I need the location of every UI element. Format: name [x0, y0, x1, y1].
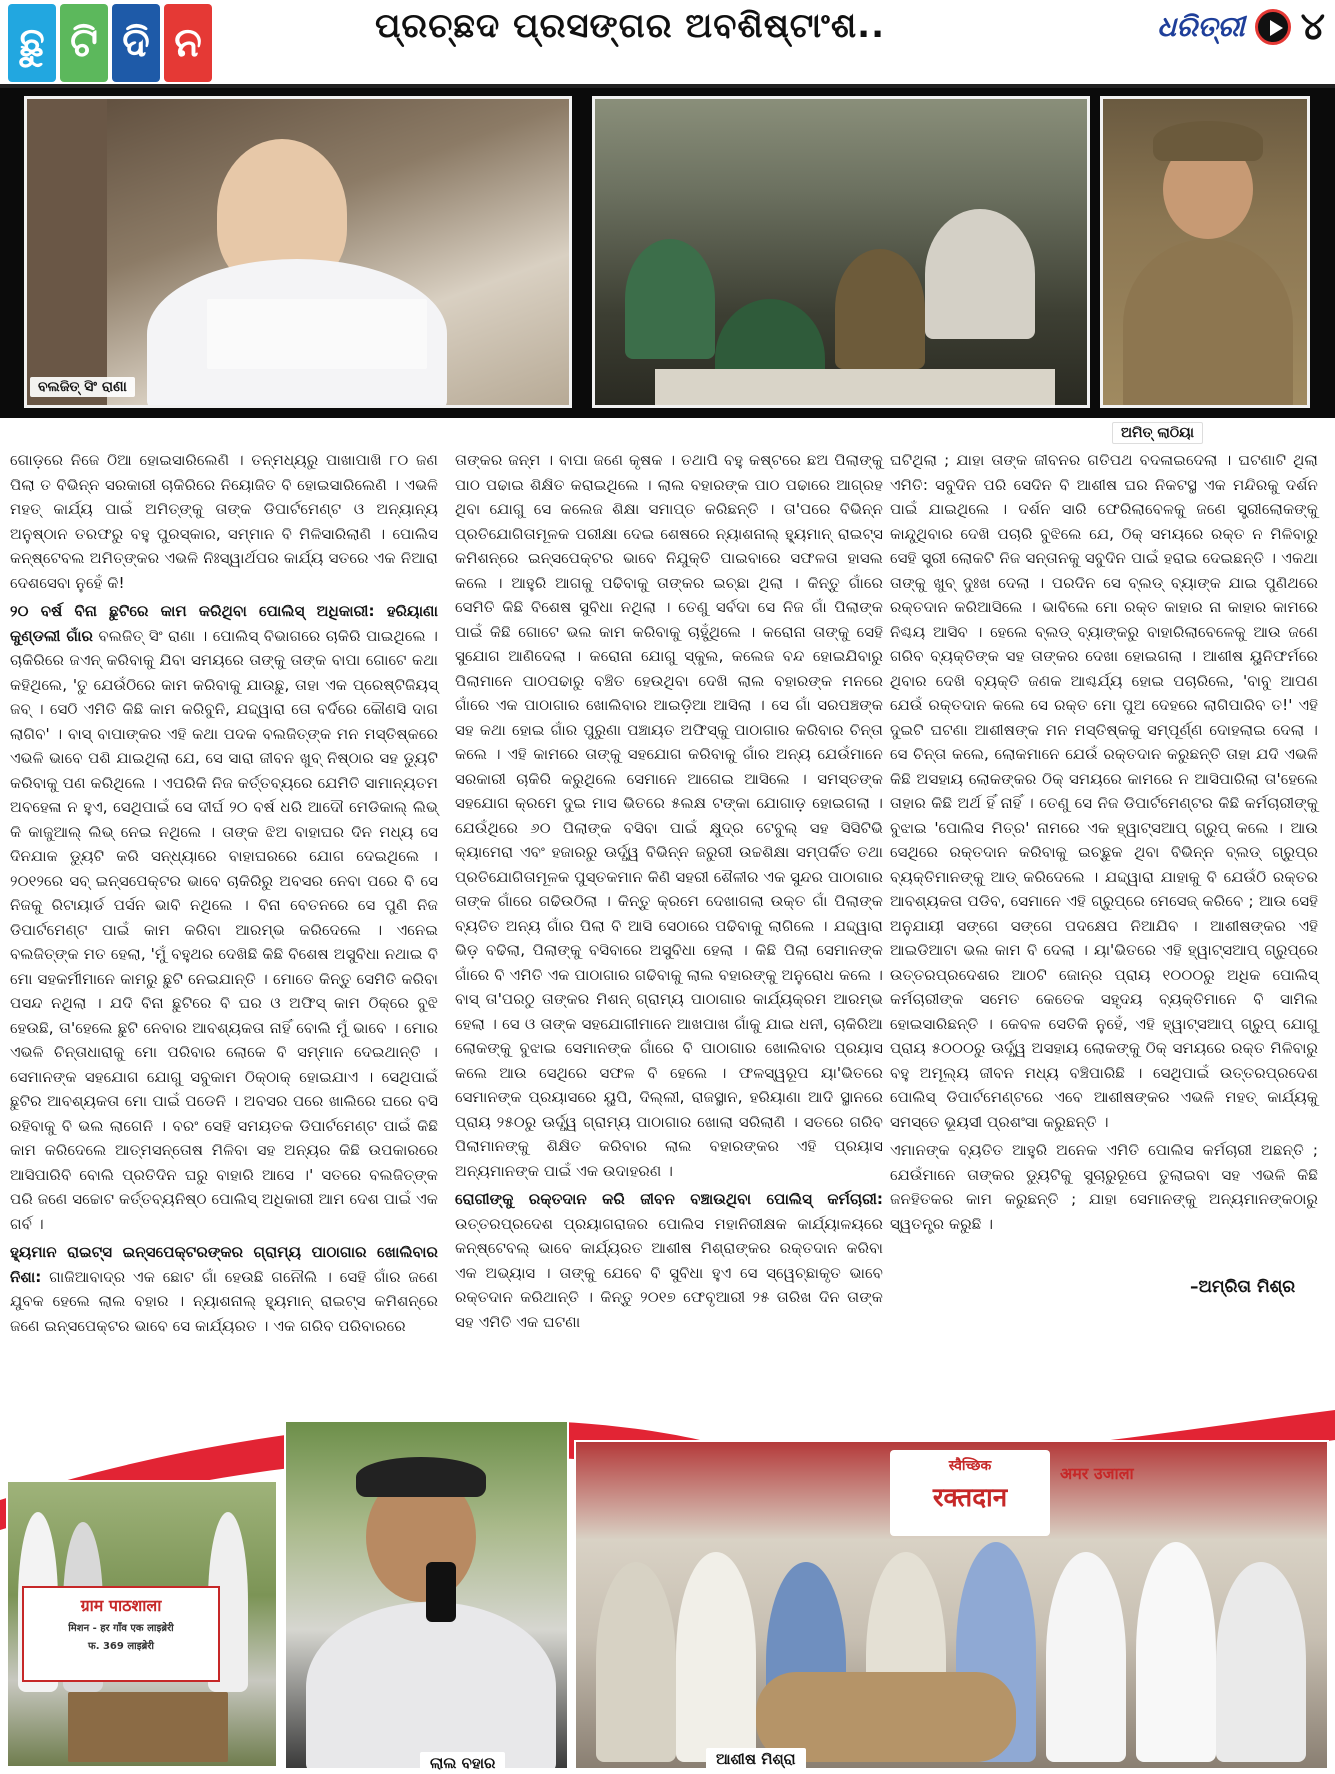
brand-tile-3: ଦି: [112, 4, 160, 82]
subhead-balajit: ୨୦ ବର୍ଷ ବିନା ଛୁଟିରେ କାମ କରିଥିବା ପୋଲିସ୍ ଅଧିକାରୀ: ହରିୟାଣା କୁଣ୍ଡଲୀ ଗାଁର: [10, 602, 438, 645]
photo-caption-lal-bahar: ଲାଲ ବହାର: [420, 1752, 505, 1774]
page-headline: ପ୍ରଚ୍ଛଦ ପ୍ରସଙ୍ଗର ଅବଶିଷ୍ଟାଂଶ..: [375, 6, 885, 46]
paragraph: ତାଙ୍କର ଜନ୍ମ । ବାପା ଜଣେ କୃଷକ । ତଥାପି ବହୁ କଷ୍ଟରେ ଛଅ ପିଲାଙ୍କୁ ପାଠ ପଢାଇ ଶିକ୍ଷିତ କରାଇଥିଲେ । ଲାଲ ବହାରଙ୍କ ପାଠ ପଢାରେ ଆଗ୍ରହ ଥିବା ଯୋଗୁ ସେ କଲେଜ ଶିକ୍ଷା ସମାପ୍ତ କରିଛନ୍ତି । ତା'ପରେ ବିଭିନ୍ନ ପ୍ରତିଯୋଗିତାମୂଳକ ପରୀକ୍ଷା ଦେଇ ଶେଷରେ ନ୍ୟାଶନାଲ୍ ହ୍ୟୁମାନ୍ ରାଇଟ୍ସ କମିଶନ୍‌ରେ ଇନ୍ସପେକ୍ଟର ଭାବେ ନିଯୁକ୍ତି ପାଇବାରେ ସଫଳତା ହାସଲ କଲେ । ଆହୁରି ଆଗକୁ ପଢିବାକୁ ତାଙ୍କର ଇଚ୍ଛା ଥିଲା । କିନ୍ତୁ ଗାଁରେ ସେମିତି କିଛି ବିଶେଷ ସୁବିଧା ନଥିଲା । ତେଣୁ ସର୍ବଦା ସେ ନିଜ ଗାଁ ପିଲାଙ୍କ ପାଇଁ କିଛି ଗୋଟେ ଭଲ କାମ କରିବାକୁ ଚାହୁଁଥିଲେ । କରୋନା ତାଙ୍କୁ ସେହି ସୁଯୋଗ ଆଣିଦେଲା । କରୋନା ଯୋଗୁ ସ୍କୁଲ, କଲେଜ ବନ୍ଦ ହୋଇଯିବାରୁ ପିଲାମାନେ ପାଠପଢାରୁ ବଞ୍ଚିତ ହେଉଥିବା ଦେଖି ଲାଲ ବହାରଙ୍କ ମନରେ ଗାଁରେ ଏକ ପାଠାଗାର ଖୋଲିବାର ଆଇଡ଼ିଆ ଆସିଲା । ସେ ଗାଁ ସରପଞ୍ଚଙ୍କ ସହ କଥା ହୋଇ ଗାଁର ପୁରୁଣା ପଞ୍ଚାୟତ ଅଫିସ୍‌କୁ ପାଠାଗାର କରିବାର ଚିନ୍ତା କଲେ । ଏହି କାମରେ ତାଙ୍କୁ ସହଯୋଗ କରିବାକୁ ଗାଁର ଅନ୍ୟ ଯେଉଁମାନେ ସରକାରୀ ଚାକିରି କରୁଥିଲେ ସେମାନେ ଆଗେଇ ଆସିଲେ । ସମସ୍ତଙ୍କ ସହଯୋଗ କ୍ରମେ ଦୁଇ ମାସ ଭିତରେ ୫ଲକ୍ଷ ଟଙ୍କା ଯୋଗାଡ଼ ହୋଇଗଲା । ଯେଉଁଥିରେ ୬୦ ପିଲାଙ୍କ ବସିବା ପାଇଁ କ୍ଷୁଦ୍ର ଟେବୁଲ୍ ସହ ସିସିଟିଭି କ୍ୟାମେରା ଏବଂ ହଜାରରୁ ଊର୍ଦ୍ଧ୍ୱ ବିଭିନ୍ନ ଜରୁରୀ ଉଚ୍ଚଶିକ୍ଷା ସମ୍ପର୍କିତ ତଥା ପ୍ରତିଯୋଗିତାମୂଳକ ପୁସ୍ତକମାନ କିଣି ସହରୀ ଶୈଳୀର ଏକ ସୁନ୍ଦର ପାଠାଗାର ତାଙ୍କ ଗାଁରେ ଗଢିଉଠିଲା । କିନ୍ତୁ କ୍ରମେ ଦେଖାଗଲା ଉକ୍ତ ଗାଁ ପିଲାଙ୍କ ବ୍ୟତିତ ଅନ୍ୟ ଗାଁର ପିଲା ବି ଆସି ସେଠାରେ ପଢିବାକୁ ଲାଗିଲେ । ଯଦ୍ଦ୍ୱାରା ଭିଡ଼ ବଢିଲା, ପିଲାଙ୍କୁ ବସିବାରେ ଅସୁବିଧା ହେଲା । କିଛି ପିଲା ସେମାନଙ୍କ ଗାଁରେ ବି ଏମିତି ଏକ ପାଠାଗାର ଗଢିବାକୁ ଲାଲ ବହାରଙ୍କୁ ଅନୁରୋଧ କଲେ । ବାସ୍ ତା'ପରଠୁ ତାଙ୍କର ମିଶନ୍ ଗ୍ରାମ୍ୟ ପାଠାଗାର କାର୍ଯ୍ୟକ୍ରମ ଆରମ୍ଭ ହେଲା । ସେ ଓ ତାଙ୍କ ସହଯୋଗୀମାନେ ଆଖପାଖ ଗାଁକୁ ଯାଇ ଧନୀ, ଚାକିରିଆ ଲୋକଙ୍କୁ ବୁଝାଇ ସେମାନଙ୍କ ଗାଁରେ ବି ପାଠାଗାର ଖୋଲିବାର ପ୍ରୟାସ କଲେ ଆଉ ସେଥିରେ ସଫଳ ବି ହେଲେ । ଫଳସ୍ୱରୂପ ୟା'ଭିତରେ ସେମାନଙ୍କ ପ୍ରୟାସରେ ୟୁପି, ଦିଲ୍ଲୀ, ରାଜସ୍ଥାନ, ହରିୟାଣା ଆଦି ସ୍ଥାନରେ ପ୍ରାୟ ୨୫୦ରୁ ଊର୍ଦ୍ଧ୍ୱ ଗ୍ରାମ୍ୟ ପାଠାଗାର ଖୋଲା ସରିଲାଣି । ସତରେ ଗରିବ ପିଲାମାନଙ୍କୁ ଶିକ୍ଷିତ କରିବାର ଲାଲ ବହାରଙ୍କର ଏହି ପ୍ରୟାସ ଅନ୍ୟମାନଙ୍କ ପାଇଁ ଏକ ଉଦାହରଣ ।: [455, 451, 883, 1180]
library-banner: [22, 1586, 220, 1682]
author-byline: –ଅମ୍ରିତା ମିଶ୍ର: [1190, 1277, 1296, 1297]
paragraph: ୨୦ ବର୍ଷ ବିନା ଛୁଟିରେ କାମ କରିଥିବା ପୋଲିସ୍ ଅଧିକାରୀ: ହରିୟାଣା କୁଣ୍ଡଲୀ ଗାଁର ବଲଜିତ୍ ସିଂ ରାଣା । ପୋଲିସ୍ ବିଭାଗରେ ଚାକିରି ପାଇଥିଲେ । ଚାକିରିରେ ଜଏନ୍ କରିବାକୁ ଯିବା ସମୟରେ ତାଙ୍କୁ ତାଙ୍କ ବାପା ଗୋଟେ କଥା କହିଥିଲେ, 'ତୁ ଯେଉଁଠିରେ କାମ କରିବାକୁ ଯାଉଛୁ, ତାହା ଏକ ପ୍ରେଷ୍ଟିଜିୟସ୍ ଜବ୍ । ସେଠି ଏମିତି କିଛି କାମ କରିବୁନି, ଯଦ୍ଦ୍ୱାରା ତୋ ବର୍ଦିରେ କୌଣସି ଦାଗ ଲାଗିବ' । ବାସ୍ ବାପାଙ୍କର ଏହି କଥା ପଦକ ବଲଜିତ୍ଙ୍କ ମନ ମସ୍ତିଷ୍କରେ ଏଭଳି ଭାବେ ପଶି ଯାଇଥିଲା ଯେ, ସେ ସାରା ଜୀବନ ଖୁବ୍ ନିଷ୍ଠାର ସହ ଡ୍ୟୁଟି କରିବାକୁ ପଣ କରିଥିଲେ । ଏପରିକି ନିଜ କର୍ତ୍ତବ୍ୟରେ ଯେମିତି ସାମାନ୍ୟତମ ଅବହେଳା ନ ହୁଏ, ସେଥିପାଇଁ ସେ ଦୀର୍ଘ ୨୦ ବର୍ଷ ଧରି ଆଦୌ ମେଡିକାଲ୍ ଲିଭ୍ କି କାଜୁଆଲ୍ ଲିଭ୍ ନେଇ ନଥିଲେ । ତାଙ୍କ ଝିଅ ବାହାଘର ଦିନ ମଧ୍ୟ ସେ ଦିନଯାକ ଡ୍ୟୁଟି କରି ସନ୍ଧ୍ୟାରେ ବାହାଘରରେ ଯୋଗ ଦେଇଥିଲେ । ୨୦୧୨ରେ ସବ୍ ଇନ୍ସପେକ୍ଟର ଭାବେ ଚାକିରିରୁ ଅବସର ନେବା ପରେ ବି ସେ ନିଜକୁ ରିଟାୟାର୍ଡ ପର୍ସନ ଭାବି ନଥିଲେ । ବିନା ବେତନରେ ସେ ପୁଣି ନିଜ ଡିପାର୍ଟମେଣ୍ଟ ପାଇଁ କାମ କରିବା ଆରମ୍ଭ କରିଦେଲେ । ଏନେଇ ବଲଜିତ୍ଙ୍କ ମତ ହେଲା, 'ମୁଁ ବହୁଥର ଦେଖିଛି କିଛି ବିଶେଷ ଅସୁବିଧା ନଥାଇ ବି ମୋ ସହକର୍ମୀମାନେ କାମରୁ ଛୁଟି ନେଇଯାନ୍ତି । ମୋତେ କିନ୍ତୁ ସେମିତି କରିବା ପସନ୍ଦ ନଥିଲା । ଯଦି ବିନା ଛୁଟିରେ ବି ଘର ଓ ଅଫିସ୍ କାମ ଠିକ୍‌ରେ ବୁଝି ହେଉଛି, ତା'ହେଲେ ଛୁଟି ନେବାର ଆବଶ୍ୟକତା ନାହିଁ ବୋଲି ମୁଁ ଭାବେ । ମୋର ଏଭଳି ଚିନ୍ତାଧାରାକୁ ମୋ ପରିବାର ଲୋକେ ବି ସମ୍ମାନ ଦେଇଥାନ୍ତି । ସେମାନଙ୍କ ସହଯୋଗ ଯୋଗୁ ସବୁକାମ ଠିକ୍‌ଠାକ୍ ହୋଇଯାଏ । ସେଥିପାଇଁ ଛୁଟିର ଆବଶ୍ୟକତା ମୋ ପାଇଁ ପଡେନି । ଅବସର ପରେ ଖାଲିରେ ଘରେ ବସି ରହିବାକୁ ବି ଭଲ ଲାଗେନି । ବରଂ ସେହି ସମୟତକ ଡିପାର୍ଟମେଣ୍ଟ ପାଇଁ କିଛି କାମ କରିଦେଲେ ଆତ୍ମସନ୍ତୋଷ ମିଳିବା ସହ ଅନ୍ୟର କିଛି ଉପକାରରେ ଆସିପାରିବି ବୋଲି ପ୍ରତିଦିନ ଘରୁ ବାହାରି ଆସେ ।' ସତରେ ବଲଜିତ୍ଙ୍କ ପରି ଜଣେ ସଚ୍ଚୋଟ କର୍ତ୍ତବ୍ୟନିଷ୍ଠ ପୋଲିସ୍ ଅଧିକାରୀ ଆମ ଦେଶ ପାଇଁ ଏକ ଗର୍ବ ।: [10, 602, 438, 1233]
banner-title: ग्राम पाठशाला: [80, 1596, 162, 1615]
subhead-library: ହ୍ୟୁମାନ ରାଇଟ୍ସ ଇନ୍ସପେକ୍ଟରଙ୍କର ଗ୍ରାମ୍ୟ ପାଠାଗାର ଖୋଲିବାର ନିଶା:: [10, 1243, 438, 1286]
paragraph: ଏମାନଙ୍କ ବ୍ୟତିତ ଆହୁରି ଅନେକ ଏମିତି ପୋଲିସ କର୍ମଚାରୀ ଅଛନ୍ତି ; ଯେଉଁମାନେ ତାଙ୍କର ଡ୍ୟୁଟିକୁ ସୁଚାରୁରୂପେ ତୁଲାଇବା ସହ ଏଭଳି କିଛି ଜନହିତକର କାମ କରୁଛନ୍ତି ; ଯାହା ସେମାନଙ୍କୁ ଅନ୍ୟମାନଙ୍କଠାରୁ ସ୍ୱତନ୍ତ୍ର କରୁଛି ।: [890, 1141, 1318, 1233]
blood-donation-sign: [890, 1450, 1050, 1536]
camp-sponsor: अमर उजाला: [1060, 1464, 1134, 1483]
brand-tile-1: ଛୁ: [8, 4, 56, 82]
camp-sign-top: स्वैच्छिक: [948, 1458, 992, 1474]
brand-tile-2: ଟି: [60, 4, 108, 82]
paragraph: ହ୍ୟୁମାନ ରାଇଟ୍ସ ଇନ୍ସପେକ୍ଟରଙ୍କର ଗ୍ରାମ୍ୟ ପାଠାଗାର ଖୋଲିବାର ନିଶା: ଗାଜିଆବାଦ୍‌ର ଏକ ଛୋଟ ଗାଁ ହେଉଛି ଗନୌଲି । ସେହି ଗାଁର ଜଣେ ଯୁବକ ହେଲେ ଲାଲ ବହାର । ନ୍ୟାଶନାଲ୍ ହ୍ୟୁମାନ୍ ରାଇଟ୍ସ କମିଶନ୍‌ରେ ଜଣେ ଇନ୍ସପେକ୍ଟର ଭାବେ ସେ କାର୍ଯ୍ୟରତ । ଏକ ଗରିବ ପରିବାରରେ: [10, 1243, 439, 1335]
subhead-blood-donation: ରୋଗୀଙ୍କୁ ରକ୍ତଦାନ କରି ଜୀବନ ବଞ୍ଚାଉଥିବା ପୋଲିସ୍ କର୍ମଚାରୀ:: [455, 1190, 883, 1208]
camp-sign-main: रक्तदान: [932, 1483, 1008, 1513]
play-icon: [1255, 9, 1291, 45]
photo-exam-hall: [592, 96, 1090, 408]
paragraph: ଗୋଡ଼ରେ ନିଜେ ଠିଆ ହୋଇସାରିଲେଣି । ତନ୍ମଧ୍ୟରୁ ପାଖାପାଖି ୮୦ ଜଣ ପିଲା ତ ବିଭିନ୍ନ ସରକାରୀ ଚାକିରିରେ ନିୟୋଜିତ ବି ହୋଇସାରିଲେଣି । ଏଭଳି ମହତ୍ କାର୍ଯ୍ୟ ପାଇଁ ଅମିତ୍ଙ୍କୁ ତାଙ୍କ ଡିପାର୍ଟମେଣ୍ଟ ଓ ଅନ୍ୟାନ୍ୟ ଅନୁଷ୍ଠାନ ତରଫରୁ ବହୁ ପୁରସ୍କାର, ସମ୍ମାନ ବି ମିଳିସାରିଲାଣି । ପୋଲିସ କନ୍ଷ୍ଟେବଲ ଅମିତ୍ଙ୍କର ଏଭଳି ନିଃସ୍ୱାର୍ଥପର କାର୍ଯ୍ୟ ସତରେ ଏକ ନିଆରା ଦେଶସେବା ନୁହେଁ କି!: [10, 451, 438, 592]
photo-constable: [1100, 96, 1310, 408]
brand-tile-4: ନ: [164, 4, 212, 82]
banner-subtitle: मिशन - हर गाँव एक लाइब्रेरी: [68, 1623, 174, 1634]
paragraph: ରୋଗୀଙ୍କୁ ରକ୍ତଦାନ କରି ଜୀବନ ବଞ୍ଚାଉଥିବା ପୋଲିସ୍ କର୍ମଚାରୀ: ଉତ୍ତରପ୍ରଦେଶ ପ୍ରୟାଗରାଜର ପୋଲିସ ମହାନିରୀକ୍ଷକ କାର୍ଯ୍ୟାଳୟରେ କନ୍ଷ୍ଟେବଲ୍ ଭାବେ କାର୍ଯ୍ୟରତ ଆଶୀଷ ମିଶ୍ରାଙ୍କର ରକ୍ତଦାନ କରିବା ଏକ ଅଭ୍ୟାସ । ତାଙ୍କୁ ଯେବେ ବି ସୁବିଧା ହୁଏ ସେ ସ୍ୱେଚ୍ଛାକୃତ ଭାବେ ରକ୍ତଦାନ କରିଥାନ୍ତି । କିନ୍ତୁ ୨୦୧୭ ଫେବୃଆରୀ ୨୫ ତାରିଖ ଦିନ ତାଙ୍କ ସହ ଏମିତି ଏକ ଘଟଣା: [455, 1190, 883, 1331]
photo-officer-desk: [24, 96, 572, 408]
article-column-1: [10, 448, 438, 1338]
masthead-logo: [1157, 4, 1325, 49]
article-column-2: [455, 448, 883, 1334]
publication-name: ଧରିତ୍ରୀ: [1157, 9, 1245, 43]
photo-caption-ashish: ଆଶୀଷ ମିଶ୍ରା: [706, 1748, 806, 1770]
page-header: [0, 0, 1335, 84]
photo-caption-right: ଅମିତ୍ ଲାଠିୟା: [1112, 422, 1203, 444]
photo-lal-bahar: [284, 1420, 569, 1770]
photo-caption-left: ବଲଜିତ୍ ସିଂ ରାଣା: [30, 377, 135, 397]
page-number: ୪: [1300, 4, 1325, 48]
paragraph: ଘଟିଥିଲା ; ଯାହା ତାଙ୍କ ଜୀବନର ଗତିପଥ ବଦଳାଇଦେଲା । ଘଟଣାଟି ଥିଲା ଏମିତି: ସବୁଦିନ ପରି ସେଦିନ ବି ଆଶୀଷ ଘର ନିକଟସ୍ଥ ଏକ ମନ୍ଦିରକୁ ଦର୍ଶନ ପାଇଁ ଯାଇଥିଲେ । ଦର୍ଶନ ସାରି ଫେରିଲାବେଳକୁ ଜଣେ ସ୍ତ୍ରୀଲୋକଙ୍କୁ କାନ୍ଦୁଥିବାର ଦେଖି ପଚାରି ବୁଝିଲେ ଯେ, ଠିକ୍ ସମୟରେ ରକ୍ତ ନ ମିଳିବାରୁ ସେହି ସ୍ତ୍ରୀ ଲୋକଟି ନିଜ ସନ୍ତାନକୁ ସବୁଦିନ ପାଇଁ ହରାଇ ଦେଇଛନ୍ତି । ଏକଥା ତାଙ୍କୁ ଖୁବ୍ ଦୁଃଖ ଦେଲା । ପରଦିନ ସେ ବ୍ଲଡ୍ ବ୍ୟାଙ୍କ ଯାଇ ପୁଣିଥରେ ରକ୍ତଦାନ କରିଆସିଲେ । ଭାବିଲେ ମୋ ରକ୍ତ କାହାର ନା କାହାର କାମରେ ନିଶ୍ଚୟ ଆସିବ । ହେଲେ ବ୍ଲଡ୍ ବ୍ୟାଙ୍କରୁ ବାହାରିଲାବେଳେକୁ ଆଉ ଜଣେ ଗରିବ ବ୍ୟକ୍ତିଙ୍କ ସହ ତାଙ୍କର ଦେଖା ହୋଇଗଲା । ଆଶୀଷ ୟୁନିଫର୍ମରେ ଥିବାର ଦେଖି ବ୍ୟକ୍ତି ଜଣକ ଆଶ୍ଚର୍ଯ୍ୟ ହୋଇ ପଚାରିଲେ, 'ବାବୁ ଆପଣ ଯେଉଁ ରକ୍ତଦାନ କଲେ ସେ ରକ୍ତ ମୋ ପୁଅ ଦେହରେ ଲାଗିପାରିବ ତ!' ଏହି ଦୁଇଟି ଘଟଣା ଆଶୀଷଙ୍କ ମନ ମସ୍ତିଷ୍କକୁ ସମ୍ପୂର୍ଣ୍ଣ ଦୋହଲାଇ ଦେଲା । ସେ ଚିନ୍ତା କଲେ, ଲୋକମାନେ ଯେଉଁ ରକ୍ତଦାନ କରୁଛନ୍ତି ତାହା ଯଦି ଏଭଳି କିଛି ଅସହାୟ ଲୋକଙ୍କର ଠିକ୍ ସମୟରେ କାମରେ ନ ଆସିପାରିଲା ତା'ହେଲେ ତାହାର କିଛି ଅର୍ଥ ହିଁ ନାହିଁ । ତେଣୁ ସେ ନିଜ ଡିପାର୍ଟମେଣ୍ଟର କିଛି କର୍ମଚାରୀଙ୍କୁ ବୁଝାଇ 'ପୋଲିସ ମିତ୍ର' ନାମରେ ଏକ ହ୍ୱାଟ୍ସଆପ୍ ଗ୍ରୁପ୍ କଲେ । ଆଉ ସେଥିରେ ରକ୍ତଦାନ କରିବାକୁ ଇଚ୍ଛୁକ ଥିବା ବିଭିନ୍ନ ବ୍ଲଡ୍ ଗ୍ରୁପ୍‌ର ବ୍ୟକ୍ତିମାନଙ୍କୁ ଆଡ୍ କରିଦେଲେ । ଯଦ୍ଦ୍ୱାରା ଯାହାକୁ ବି ଯେଉଁଠି ରକ୍ତର ଆବଶ୍ୟକତା ପଡିବ, ସେମାନେ ଏହି ଗ୍ରୁପ୍‌ରେ ମେସେଜ୍ କରିବେ ; ଆଉ ସେହି ଅନୁଯାୟୀ ସଙ୍ଗେ ସଙ୍ଗେ ପଦକ୍ଷେପ ନିଆଯିବ । ଆଶୀଷଙ୍କର ଏହି ଆଇଡିଆଟା ଭଲ କାମ ବି ଦେଲା । ୟା'ଭିତରେ ଏହି ହ୍ୱାଟ୍ସଆପ୍ ଗ୍ରୁପ୍‌ରେ ଉତ୍ତରପ୍ରଦେଶର ଆଠଟି ଜୋନ୍‌ର ପ୍ରାୟ ୧୦୦୦ରୁ ଅଧିକ ପୋଲିସ୍ କର୍ମଚାରୀଙ୍କ ସମେତ କେତେକ ସହୃଦୟ ବ୍ୟକ୍ତିମାନେ ବି ସାମିଲ ହୋଇସାରିଛନ୍ତି । କେବଳ ସେତିକି ନୁହେଁ, ଏହି ହ୍ୱାଟ୍ସଆପ୍ ଗ୍ରୁପ୍ ଯୋଗୁ ପ୍ରାୟ ୫୦୦୦ରୁ ଊର୍ଦ୍ଧ୍ୱ ଅସହାୟ ଲୋକଙ୍କୁ ଠିକ୍ ସମୟରେ ରକ୍ତ ମିଳିବାରୁ ବହୁ ଅମୂଲ୍ୟ ଜୀବନ ମଧ୍ୟ ବଞ୍ଚିପାରିଛି । ସେଥିପାଇଁ ଉତ୍ତରପ୍ରଦେଶ ପୋଲିସ୍ ଡିପାର୍ଟମେଣ୍ଟରେ ଏବେ ଆଶୀଷଙ୍କର ଏଭଳି ମହତ୍ କାର୍ଯ୍ୟକୁ ସମସ୍ତେ ଭୂୟସୀ ପ୍ରଶଂସା କରୁଛନ୍ତି ।: [890, 451, 1318, 1131]
article-column-3: [890, 448, 1318, 1236]
banner-count: फ. 369 लाइब्रेरी: [87, 1641, 155, 1652]
section-brand: [8, 4, 212, 82]
